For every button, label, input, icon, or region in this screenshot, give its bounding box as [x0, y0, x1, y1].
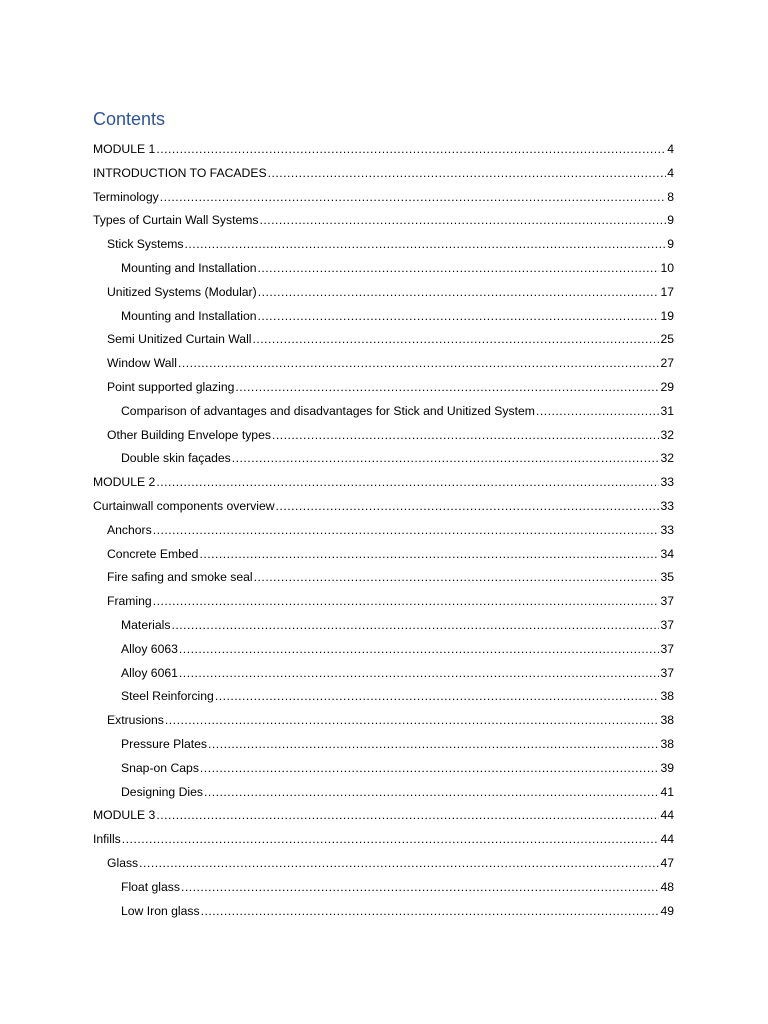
toc-entry[interactable] [93, 828, 674, 852]
toc-entry[interactable] [107, 281, 674, 305]
toc-entry-title: Low Iron glass [121, 903, 200, 918]
toc-dot-leader [199, 543, 659, 567]
toc-entry[interactable] [93, 138, 674, 162]
toc-entry-title: Curtainwall components overview [93, 498, 275, 513]
toc-entry-title: Designing Dies [121, 784, 203, 799]
toc-dot-leader [254, 566, 660, 590]
toc-dot-leader [215, 685, 660, 709]
toc-dot-leader [276, 495, 660, 519]
toc-entry-page-number: 48 [660, 879, 674, 894]
toc-entry-title: Mounting and Installation [121, 260, 257, 275]
toc-entry-page-number: 8 [667, 189, 674, 204]
toc-entry[interactable] [107, 376, 674, 400]
toc-dot-leader [156, 471, 659, 495]
toc-dot-leader [201, 900, 660, 924]
toc-entry[interactable] [121, 900, 674, 924]
toc-dot-leader [272, 424, 659, 448]
toc-entry-title: Window Wall [107, 356, 177, 371]
toc-entry-page-number: 37 [660, 594, 674, 609]
toc-entry-title: Float glass [121, 879, 180, 894]
toc-dot-leader [235, 376, 659, 400]
toc-entry[interactable] [107, 233, 674, 257]
toc-dot-leader [156, 804, 659, 828]
toc-entry-page-number: 27 [660, 356, 674, 371]
toc-entry-title: MODULE 2 [93, 475, 156, 490]
toc-entry-page-number: 44 [660, 808, 674, 823]
toc-entry-page-number: 9 [667, 237, 674, 252]
toc-entry-page-number: 31 [660, 403, 674, 418]
toc-entry[interactable] [107, 590, 674, 614]
toc-entry-page-number: 10 [660, 260, 674, 275]
toc-entry[interactable] [121, 257, 674, 281]
toc-entry-title: MODULE 1 [93, 142, 156, 156]
toc-dot-leader [258, 257, 660, 281]
toc-dot-leader [258, 281, 660, 305]
toc-dot-leader [259, 209, 666, 233]
toc-dot-leader [181, 876, 660, 900]
toc-entry[interactable] [121, 400, 674, 424]
toc-entry[interactable] [107, 352, 674, 376]
toc-entry-page-number: 25 [660, 332, 674, 347]
toc-entry-page-number: 34 [660, 546, 674, 561]
toc-entry-page-number: 32 [660, 451, 674, 466]
toc-entry-title: INTRODUCTION TO FACADES [93, 165, 267, 180]
toc-entry-page-number: 37 [660, 641, 674, 656]
toc-entry-title: Double skin façades [121, 451, 231, 466]
toc-entry-title: Mounting and Installation [121, 308, 257, 323]
toc-dot-leader [268, 162, 667, 186]
toc-entry[interactable] [107, 543, 674, 567]
toc-entry-page-number: 4 [667, 142, 674, 156]
toc-entry-title: Alloy 6063 [121, 641, 178, 656]
toc-entry-title: Comparison of advantages and disadvantages for Stick and Unitized System [121, 403, 535, 418]
toc-entry-title: Alloy 6061 [121, 665, 178, 680]
toc-heading: Contents [93, 109, 166, 129]
toc-entry-title: Types of Curtain Wall Systems [93, 213, 259, 228]
toc-entry[interactable] [93, 495, 674, 519]
toc-entry[interactable] [93, 471, 674, 495]
toc-entry-title: Infills [93, 832, 121, 847]
toc-entry[interactable] [121, 757, 674, 781]
toc-dot-leader [178, 352, 659, 376]
toc-entry-title: Terminology [93, 189, 159, 204]
toc-dot-leader [179, 638, 660, 662]
toc-entry-title: Concrete Embed [107, 546, 199, 561]
toc-entry-page-number: 32 [660, 427, 674, 442]
toc-entry-title: Fire safing and smoke seal [107, 570, 253, 585]
toc-entry-title: Snap-on Caps [121, 760, 199, 775]
toc-dot-leader [232, 447, 660, 471]
toc-dot-leader [122, 828, 660, 852]
toc-dot-leader [153, 590, 660, 614]
toc-entry[interactable] [121, 685, 674, 709]
toc-entry-page-number: 49 [660, 903, 674, 918]
toc-dot-leader [200, 757, 660, 781]
toc-entry[interactable] [93, 804, 674, 828]
toc-dot-leader [258, 305, 660, 329]
toc-dot-leader [208, 733, 659, 757]
toc-entry-page-number: 35 [660, 570, 674, 585]
toc-entry[interactable] [121, 733, 674, 757]
toc-dot-leader [179, 662, 660, 686]
toc-entry-title: Anchors [107, 522, 152, 537]
toc-entry-page-number: 33 [660, 498, 674, 513]
toc-entry-title: Steel Reinforcing [121, 689, 214, 704]
toc-entry[interactable] [121, 614, 674, 638]
toc-entry[interactable] [121, 638, 674, 662]
toc-entry[interactable] [93, 162, 674, 186]
toc-entry-page-number: 37 [660, 665, 674, 680]
toc-entry-title: Unitized Systems (Modular) [107, 284, 257, 299]
toc-entry-title: Stick Systems [107, 237, 184, 252]
toc-entry-title: Other Building Envelope types [107, 427, 271, 442]
toc-entry-title: MODULE 3 [93, 808, 156, 823]
toc-entry-page-number: 19 [660, 308, 674, 323]
toc-entry[interactable] [121, 662, 674, 686]
toc-dot-leader [204, 781, 659, 805]
toc-entry[interactable] [107, 328, 674, 352]
toc-entry[interactable] [107, 709, 674, 733]
toc-entry[interactable] [121, 876, 674, 900]
toc-entry-title: Extrusions [107, 713, 164, 728]
toc-entry-page-number: 38 [660, 713, 674, 728]
toc-list [0, 138, 768, 923]
toc-entry[interactable] [107, 424, 674, 448]
toc-dot-leader [139, 852, 659, 876]
toc-entry-title: Glass [107, 855, 139, 870]
toc-entry[interactable] [121, 447, 674, 471]
toc-entry-title: Framing [107, 594, 152, 609]
toc-dot-leader [160, 186, 667, 210]
toc-entry-page-number: 33 [660, 522, 674, 537]
toc-entry-page-number: 37 [660, 617, 674, 632]
toc-entry[interactable] [107, 566, 674, 590]
toc-dot-leader [536, 400, 660, 424]
toc-dot-leader [185, 233, 667, 257]
toc-dot-leader [156, 138, 666, 162]
toc-entry-title: Materials [121, 617, 171, 632]
toc-entry-title: Point supported glazing [107, 379, 235, 394]
toc-entry-page-number: 29 [660, 379, 674, 394]
toc-entry[interactable] [121, 781, 674, 805]
toc-dot-leader [253, 328, 660, 352]
toc-entry-page-number: 44 [660, 832, 674, 847]
toc-entry-page-number: 17 [660, 284, 674, 299]
toc-entry-title: Pressure Plates [121, 736, 208, 751]
toc-entry-page-number: 39 [660, 760, 674, 775]
toc-entry-page-number: 9 [667, 213, 674, 228]
toc-dot-leader [165, 709, 660, 733]
toc-dot-leader [153, 519, 660, 543]
toc-entry-page-number: 47 [660, 855, 674, 870]
toc-entry-page-number: 38 [660, 736, 674, 751]
toc-entry[interactable] [107, 852, 674, 876]
toc-entry[interactable] [121, 305, 674, 329]
toc-entry-page-number: 33 [660, 475, 674, 490]
toc-entry[interactable] [93, 186, 674, 210]
toc-entry[interactable] [93, 209, 674, 233]
toc-entry[interactable] [107, 519, 674, 543]
toc-dot-leader [171, 614, 659, 638]
toc-entry-page-number: 38 [660, 689, 674, 704]
toc-entry-title: Semi Unitized Curtain Wall [107, 332, 252, 347]
toc-entry-page-number: 4 [667, 165, 674, 180]
toc-entry-page-number: 41 [660, 784, 674, 799]
